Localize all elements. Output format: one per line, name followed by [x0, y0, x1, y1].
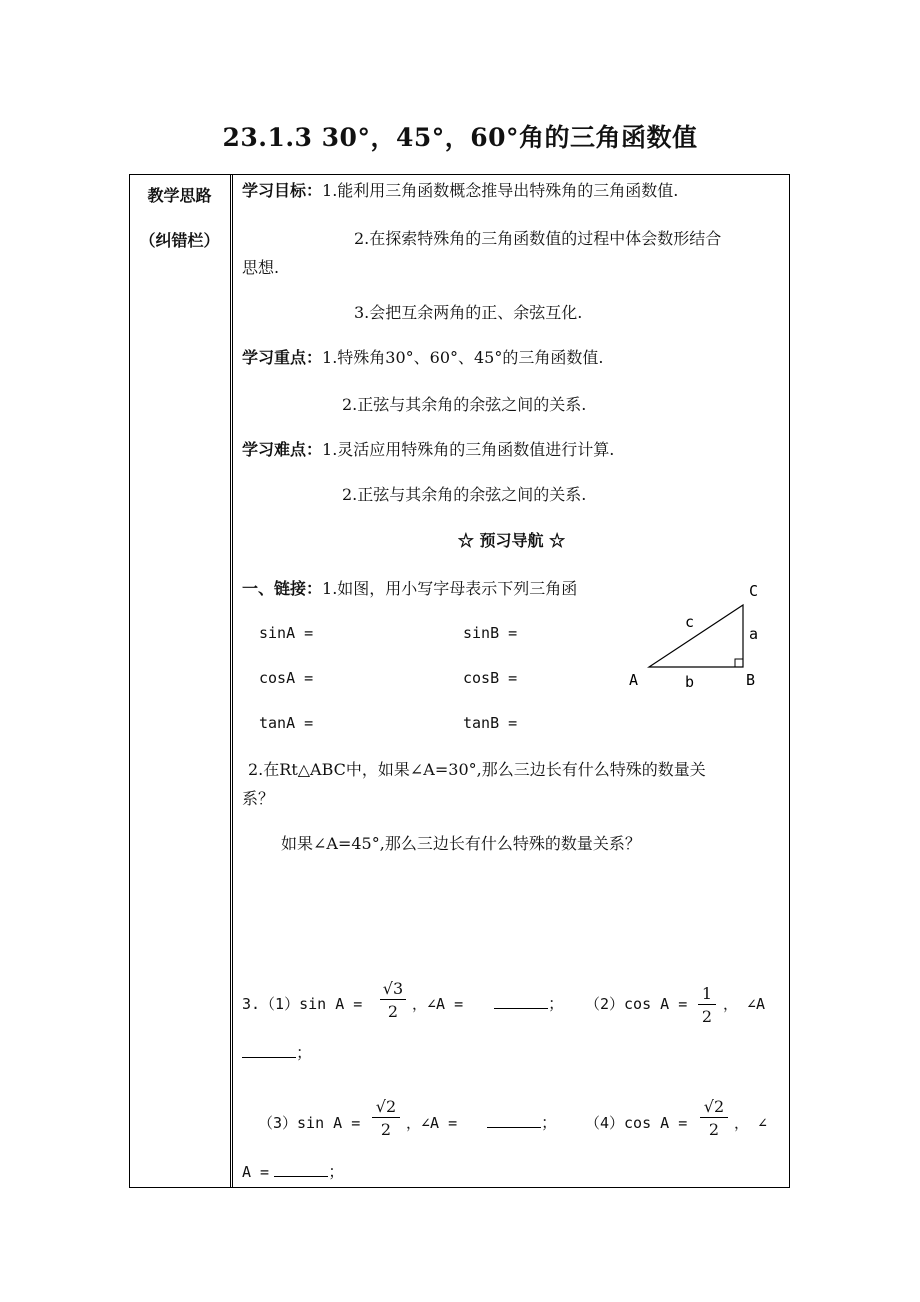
vertex-a-label: A [629, 671, 639, 689]
key-points-item-2: 2.正弦与其余角的余弦之间的关系. [342, 395, 587, 414]
q3-part1-prefix: 3.（1）sin A = [242, 995, 363, 1013]
q3-part4-prefix: （4）cos A = [585, 1114, 688, 1132]
cos-b-row: cosB = [463, 669, 518, 687]
q3-part4-denominator: 2 [708, 1120, 720, 1139]
right-triangle-figure [620, 575, 770, 695]
answer-blank[interactable] [242, 1043, 296, 1058]
difficulties-item-2: 2.正弦与其余角的余弦之间的关系. [342, 485, 587, 504]
side-label-teaching: 教学思路 [147, 186, 212, 205]
q3-part2-prefix: （2）cos A = [585, 995, 688, 1013]
goals-item-3: 3.会把互余两角的正、余弦互化. [354, 303, 583, 322]
q3-part4-angle: ， ∠ [734, 1114, 768, 1132]
right-angle-mark [735, 659, 743, 667]
sqrt-symbol: √ [375, 1097, 386, 1116]
tan-a-row: tanA = [259, 714, 314, 732]
answer-blank[interactable] [494, 994, 548, 1009]
side-a-label: a [749, 625, 759, 643]
q3-part1-fraction [380, 979, 406, 1021]
link-label: 一、链接： [242, 579, 323, 598]
q3-part1-numerator [380, 979, 406, 1000]
q3-part1-angle: ，∠A = [412, 995, 464, 1013]
q3-part1-answer[interactable] [494, 994, 564, 1014]
goals-item-1: 1.能利用三角函数概念推导出特殊角的三角函数值. [322, 181, 679, 200]
q3-part3-angle: ，∠A = [406, 1114, 458, 1132]
key-points-line-1 [242, 348, 603, 368]
q2-line-3: 如果∠A=45°,那么三边长有什么特殊的数量关系？ [281, 834, 641, 853]
q3-part4-fraction [700, 1097, 728, 1139]
q2-line-1: 2.在Rt△ABC中，如果∠A=30°,那么三边长有什么特殊的数量关 [248, 760, 706, 779]
goals-line-1 [242, 181, 678, 201]
radicand: 3 [393, 979, 404, 998]
difficulties-label: 学习难点： [242, 440, 323, 459]
q3-part4-answer[interactable] [242, 1162, 344, 1182]
vertex-b-label: B [746, 671, 756, 689]
triangle-shape [649, 605, 743, 667]
q3-part1-denominator: 2 [387, 1002, 399, 1021]
q3-part3-denominator: 2 [380, 1120, 392, 1139]
answer-blank[interactable] [274, 1162, 328, 1177]
radicand: 2 [386, 1097, 397, 1116]
side-c-label: c [685, 613, 695, 631]
sqrt-symbol: √ [703, 1097, 714, 1116]
q3-part2-numerator: 1 [698, 984, 716, 1005]
sqrt-symbol: √ [382, 979, 393, 998]
punctuation: ； [328, 1162, 345, 1181]
punctuation: ； [296, 1043, 313, 1062]
side-b-label: b [685, 673, 695, 691]
q3-part3-numerator [372, 1097, 400, 1118]
q3-part4-cont: A = [242, 1163, 270, 1181]
difficulties-line-1 [242, 440, 614, 460]
punctuation: ； [541, 1113, 558, 1132]
q3-part3-answer[interactable] [487, 1113, 557, 1133]
q2-line-2: 系？ [242, 789, 275, 808]
q3-part2-angle: ， ∠A [723, 995, 766, 1013]
goals-label: 学习目标： [242, 181, 323, 200]
radicand: 2 [714, 1097, 725, 1116]
preview-heading: ☆ 预习导航 ☆ [457, 531, 566, 550]
q3-part2-answer[interactable] [242, 1043, 312, 1063]
key-points-label: 学习重点： [242, 348, 323, 367]
sin-b-row: sinB = [463, 624, 518, 642]
tan-b-row: tanB = [463, 714, 518, 732]
punctuation: ； [548, 994, 565, 1013]
page-title: 23.1.3 30°，45°，60°角的三角函数值 [222, 123, 698, 152]
q3-part2-fraction [698, 984, 716, 1026]
difficulties-item-1: 1.灵活应用特殊角的三角函数值进行计算. [322, 440, 615, 459]
q3-part4-numerator [700, 1097, 728, 1118]
answer-blank[interactable] [487, 1113, 541, 1128]
goals-item-2: 2.在探索特殊角的三角函数值的过程中体会数形结合 [354, 229, 722, 248]
cos-a-row: cosA = [259, 669, 314, 687]
column-divider [230, 174, 233, 1188]
side-label-correction: （纠错栏） [139, 231, 220, 250]
link-line [242, 579, 577, 599]
q3-part3-prefix: （3）sin A = [258, 1114, 361, 1132]
goals-item-2-cont: 思想. [242, 258, 280, 277]
q3-part3-fraction [372, 1097, 400, 1139]
link-text: 1.如图，用小写字母表示下列三角函 [322, 579, 578, 598]
key-points-item-1: 1.特殊角30°、60°、45°的三角函数值. [322, 348, 604, 367]
vertex-c-label: C [749, 582, 759, 600]
sin-a-row: sinA = [259, 624, 314, 642]
q3-part2-denominator: 2 [701, 1007, 713, 1026]
